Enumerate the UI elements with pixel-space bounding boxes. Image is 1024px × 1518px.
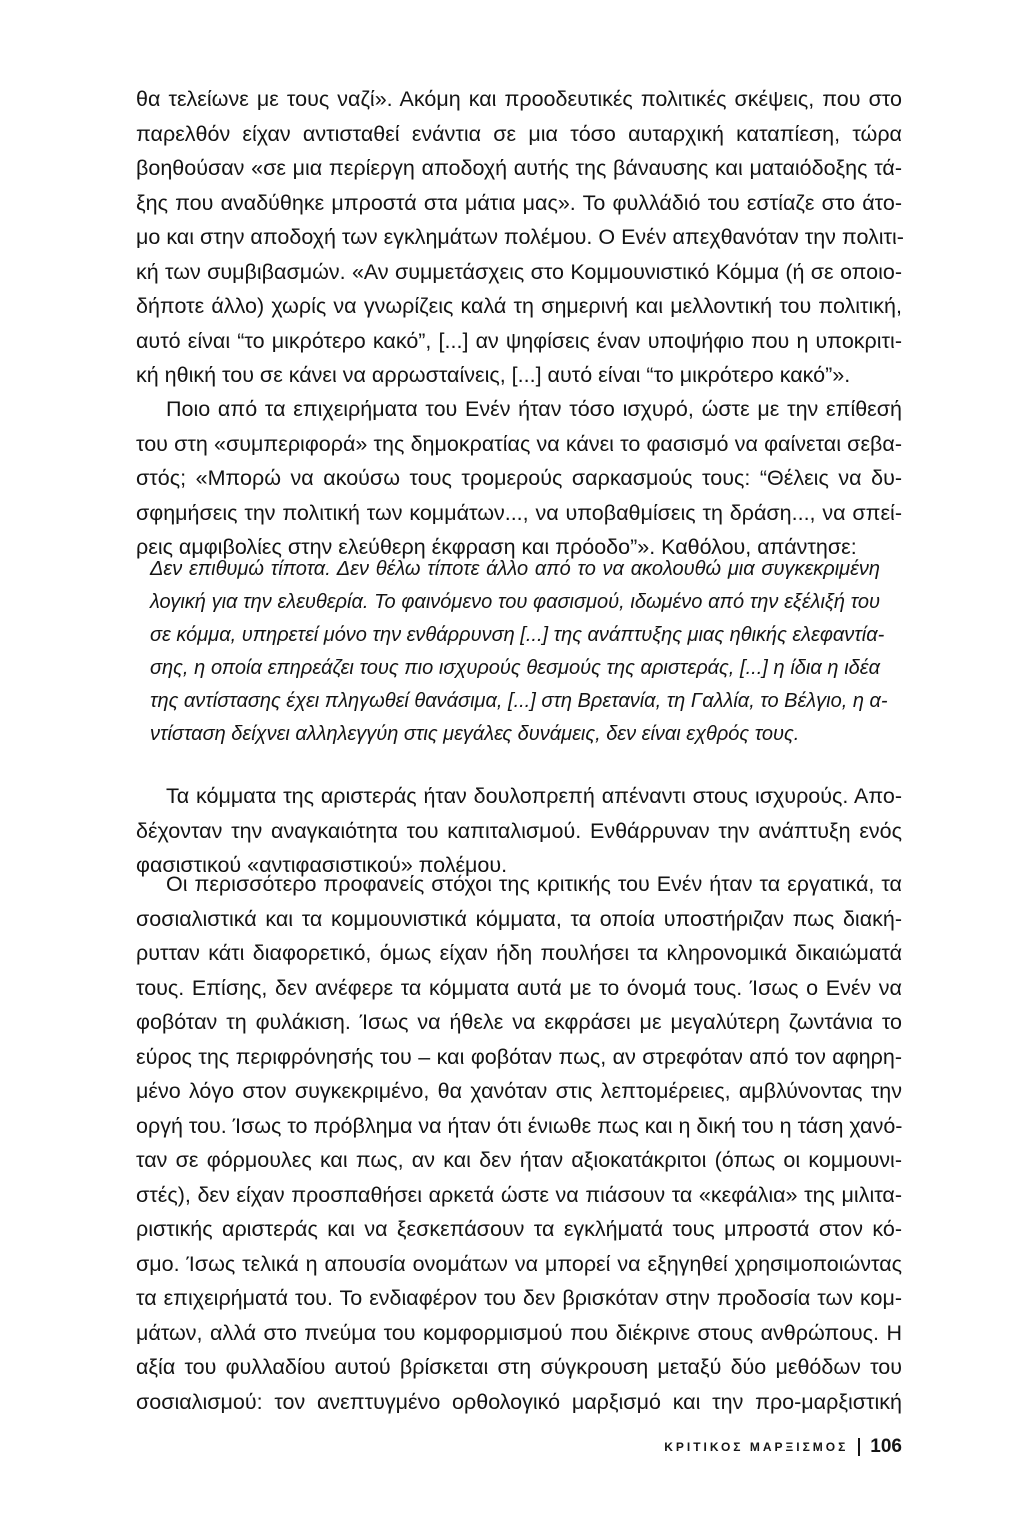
quote-line: Δεν επιθυμώ τίποτα. Δεν θέλω τίποτε άλλο από το να ακολουθώ μια συγκεκριμένη (150, 558, 880, 580)
text-line: οργή του. Ίσως το πρόβλημα να ήταν ότι ένιωθε πως και η δική του η τάση χανό- (136, 1113, 903, 1138)
quote-line: σε κόμμα, υπηρετεί μόνο την ενθάρρυνση [...] της ανάπτυξης μιας ηθικής ελεφαντία- (150, 624, 885, 646)
text-line: φασιστικού «αντιφασιστικού» πολέμου. (136, 853, 508, 877)
paragraph-2 (136, 392, 902, 565)
text-line: κή ηθική του σε κάνει να αρρωσταίνεις, [...] αυτό είναι “το μικρότερο κακό”». (136, 363, 851, 387)
page-number: 106 (870, 1436, 902, 1457)
text-line: αξία του φυλλαδίου αυτού βρίσκεται στη σύγκρουση μεταξύ δύο μεθόδων του (136, 1355, 902, 1379)
paragraph-1 (136, 82, 902, 393)
text-line: ταν σε φόρμουλες και πως, αν και δεν ήταν αξιοκατάκριτοι (όπως οι κομμουνι- (136, 1148, 902, 1172)
text-line: μάτων, αλλά στο πνεύμα του κομφορμισμού που διέκρινε στους ανθρώπους. Η (136, 1320, 902, 1345)
text-line: στές), δεν είχαν προσπαθήσει αρκετά ώστε να πιάσουν τα «κεφάλια» της μιλιτα- (136, 1182, 902, 1207)
text-line: Ποιο από τα επιχειρήματα του Ενέν ήταν τόσο ισχυρό, ώστε με την επίθεσή (166, 397, 902, 421)
text-line: σφημήσεις την πολιτική των κομμάτων..., να υποβαθμίσεις τη δράση..., να σπεί- (136, 500, 902, 525)
text-line: κή των συμβιβασμών. «Αν συμμετάσχεις στο Κομμουνιστικό Κόμμα (ή σε οποιο- (136, 259, 902, 284)
quote-line: λογική για την ελευθερία. Το φαινόμενο του φασισμού, ιδωμένο από την εξέλιξή του (150, 591, 880, 613)
text-line: εύρος της περιφρόνησής του – και φοβόταν πως, αν στρεφόταν από τον αφηρη- (136, 1044, 902, 1069)
text-line: ξης που αναδύθηκε μπροστά στα μάτια μας». Το φυλλάδιό του εστίαζε στο άτο- (136, 190, 902, 215)
text-line: θα τελείωνε με τους ναζί». Ακόμη και προοδευτικές πολιτικές σκέψεις, που στο (136, 87, 902, 111)
text-line: τα επιχειρήματά του. Το ενδιαφέρον του δεν βρισκόταν στην προδοσία των κομ- (136, 1286, 902, 1310)
text-line: βοηθούσαν «σε μια περίεργη αποδοχή αυτής της βάναυσης και ματαιόδοξης τά- (136, 156, 902, 180)
text-line: στός; «Μπορώ να ακούσω τους τρομερούς σαρκασμούς τους: “Θέλεις να δυ- (136, 466, 902, 490)
quote-line: της αντίστασης έχει πληγωθεί θανάσιμα, [...] στη Βρετανία, τη Γαλλία, το Βέλγιο, η α- (150, 690, 888, 712)
quote-line: ντίσταση δείχνει αλληλεγγύη στις μεγάλες δυνάμεις, δεν είναι εχθρός τους. (150, 723, 800, 745)
footer-divider (858, 1438, 860, 1456)
text-line: ριστικής αριστεράς και να ξεσκεπάσουν τα εγκλήματά τους μπροστά στον κό- (136, 1217, 902, 1241)
paragraph-4 (136, 867, 902, 1419)
text-line: μο και στην αποδοχή των εγκλημάτων πολέμου. Ο Ενέν απεχθανόταν την πολιτι- (136, 225, 904, 249)
text-line: δέχονταν την αναγκαιότητα του καπιταλισμού. Ενθάρρυναν την ανάπτυξη ενός (136, 818, 902, 843)
text-line: τους. Επίσης, δεν ανέφερε τα κόμματα αυτά με το όνομά τους. Ίσως ο Ενέν να (136, 975, 902, 1000)
text-line: Οι περισσότερο προφανείς στόχοι της κριτικής του Ενέν ήταν τα εργατικά, τα (166, 872, 902, 896)
block-quote (150, 553, 888, 751)
text-line: του στη «συμπεριφορά» της δημοκρατίας να κάνει το φασισμό να φαίνεται σεβα- (136, 431, 902, 456)
text-line: αυτό είναι “το μικρότερο κακό”, [...] αν ψηφίσεις έναν υποψήφιο που η υποκριτι- (136, 328, 902, 353)
text-line: ρεις αμφιβολίες στην ελεύθερη έκφραση και πρόοδο”». Καθόλου, απάντησε: (136, 535, 857, 559)
quote-line: σης, η οποία επηρεάζει τους πιο ισχυρούς θεσμούς της αριστεράς, [...] η ίδια η ιδέα (150, 657, 880, 679)
text-line: παρελθόν είχαν αντισταθεί ενάντια σε μια τόσο αυταρχική καταπίεση, τώρα (136, 121, 902, 146)
page-footer (664, 1436, 902, 1458)
text-line: φοβόταν τη φυλάκιση. Ίσως να ήθελε να εκφράσει με μεγαλύτερη ζωντάνια το (136, 1010, 902, 1034)
text-line: δήποτε άλλο) χωρίς να γνωρίζεις καλά τη σημερινή και μελλοντική του πολιτική, (136, 294, 902, 318)
text-line: σοσιαλιστικά και τα κομμουνιστικά κόμματα, τα οποία υποστήριζαν πως διακή- (136, 906, 902, 931)
text-line: σμο. Ίσως τελικά η απουσία ονομάτων να μπορεί να εξηγηθεί χρησιμοποιώντας (136, 1251, 902, 1276)
text-line: σοσιαλισμού: τον ανεπτυγμένο ορθολογικό μαρξισμό και την προ-μαρξιστική (136, 1389, 902, 1414)
text-line: Τα κόμματα της αριστεράς ήταν δουλοπρεπή απέναντι στους ισχυρούς. Απο- (166, 784, 902, 808)
running-title: ΚΡΙΤΙΚΟΣ ΜΑΡΞΙΣΜΟΣ (664, 1440, 849, 1454)
text-line: μένο λόγο στον συγκεκριμένο, θα χανόταν στις λεπτομέρειες, αμβλύνοντας την (136, 1079, 902, 1103)
text-line: ρυτταν κάτι διαφορετικό, όμως είχαν ήδη πουλήσει τα κληρονομικά δικαιώματά (136, 941, 902, 965)
